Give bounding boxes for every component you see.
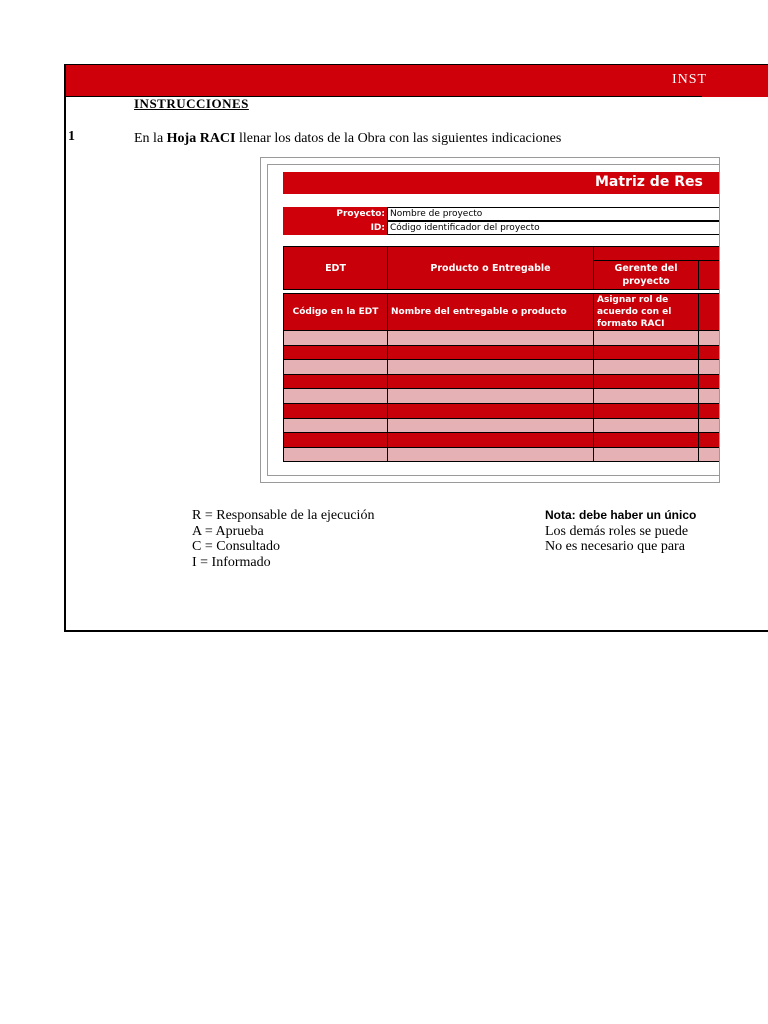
raci-body-cell (593, 374, 699, 390)
col-header-edt: EDT (283, 246, 388, 290)
instructions-heading: INSTRUCCIONES (134, 96, 249, 111)
note-line-1: Los demás roles se puede (545, 524, 689, 539)
raci-body-cell (698, 359, 720, 375)
raci-body-cell (283, 403, 388, 419)
raci-body-cell (283, 359, 388, 375)
raci-body-cell (698, 403, 720, 419)
raci-body-cell (283, 432, 388, 448)
raci-title: Matriz de Res (595, 174, 703, 190)
example-role: Asignar rol de acuerdo con el formato RACI (593, 293, 699, 331)
step-text-suffix: llenar los datos de la Obra con las siguientes indicaciones (235, 131, 562, 146)
header-banner (66, 65, 768, 97)
note-line-2: No es necesario que para (545, 539, 685, 554)
raci-body-cell (593, 345, 699, 361)
project-label: Proyecto: (283, 207, 387, 221)
example-role-next (698, 293, 720, 331)
raci-body-cell (387, 330, 594, 346)
raci-body-cell (698, 345, 720, 361)
raci-body-cell (698, 418, 720, 434)
raci-body-cell (698, 388, 720, 404)
step-text (134, 131, 561, 147)
col-header-product: Producto o Entregable (387, 246, 594, 290)
raci-body-cell (283, 447, 388, 463)
raci-body-cell (593, 359, 699, 375)
instructions-sheet (64, 64, 768, 632)
id-label: ID: (283, 221, 387, 235)
raci-body-cell (387, 388, 594, 404)
raci-body-cell (387, 418, 594, 434)
id-row (283, 221, 720, 235)
legend-r: R = Responsable de la ejecución (192, 508, 375, 523)
raci-body-cell (283, 330, 388, 346)
step-text-prefix: En la (134, 131, 167, 146)
raci-body-cell (387, 359, 594, 375)
raci-body-cell (698, 374, 720, 390)
example-product: Nombre del entregable o producto (387, 293, 594, 331)
raci-body-cell (593, 447, 699, 463)
raci-title-bar (283, 172, 720, 194)
legend-c: C = Consultado (192, 539, 281, 554)
raci-body-cell (593, 418, 699, 434)
col-header-group (593, 246, 720, 261)
example-edt: Código en la EDT (283, 293, 388, 331)
project-value: Nombre de proyecto (387, 207, 720, 221)
raci-body-cell (387, 374, 594, 390)
raci-body-cell (593, 388, 699, 404)
id-value: Código identificador del proyecto (387, 221, 720, 235)
raci-body-cell (593, 432, 699, 448)
raci-body-cell (283, 418, 388, 434)
raci-body-cell (698, 432, 720, 448)
raci-body-cell (283, 374, 388, 390)
raci-body-cell (387, 345, 594, 361)
step-number: 1 (68, 129, 75, 144)
raci-body-cell (698, 447, 720, 463)
col-header-role-next (698, 260, 720, 290)
raci-body-cell (283, 345, 388, 361)
raci-body-cell (593, 330, 699, 346)
col-header-role: Gerente del proyecto (593, 260, 699, 290)
raci-body-cell (387, 403, 594, 419)
note-title: Nota: debe haber un único (545, 508, 697, 522)
legend-a: A = Aprueba (192, 524, 264, 539)
raci-body-cell (387, 447, 594, 463)
raci-body-cell (283, 388, 388, 404)
banner-title: INST (672, 72, 708, 87)
step-text-bold: Hoja RACI (166, 131, 236, 146)
raci-body-cell (698, 330, 720, 346)
legend-i: I = Informado (192, 555, 271, 570)
project-row (283, 207, 720, 221)
banner-extension (702, 65, 768, 97)
raci-body-cell (593, 403, 699, 419)
raci-preview-image (260, 157, 720, 483)
raci-body-cell (387, 432, 594, 448)
